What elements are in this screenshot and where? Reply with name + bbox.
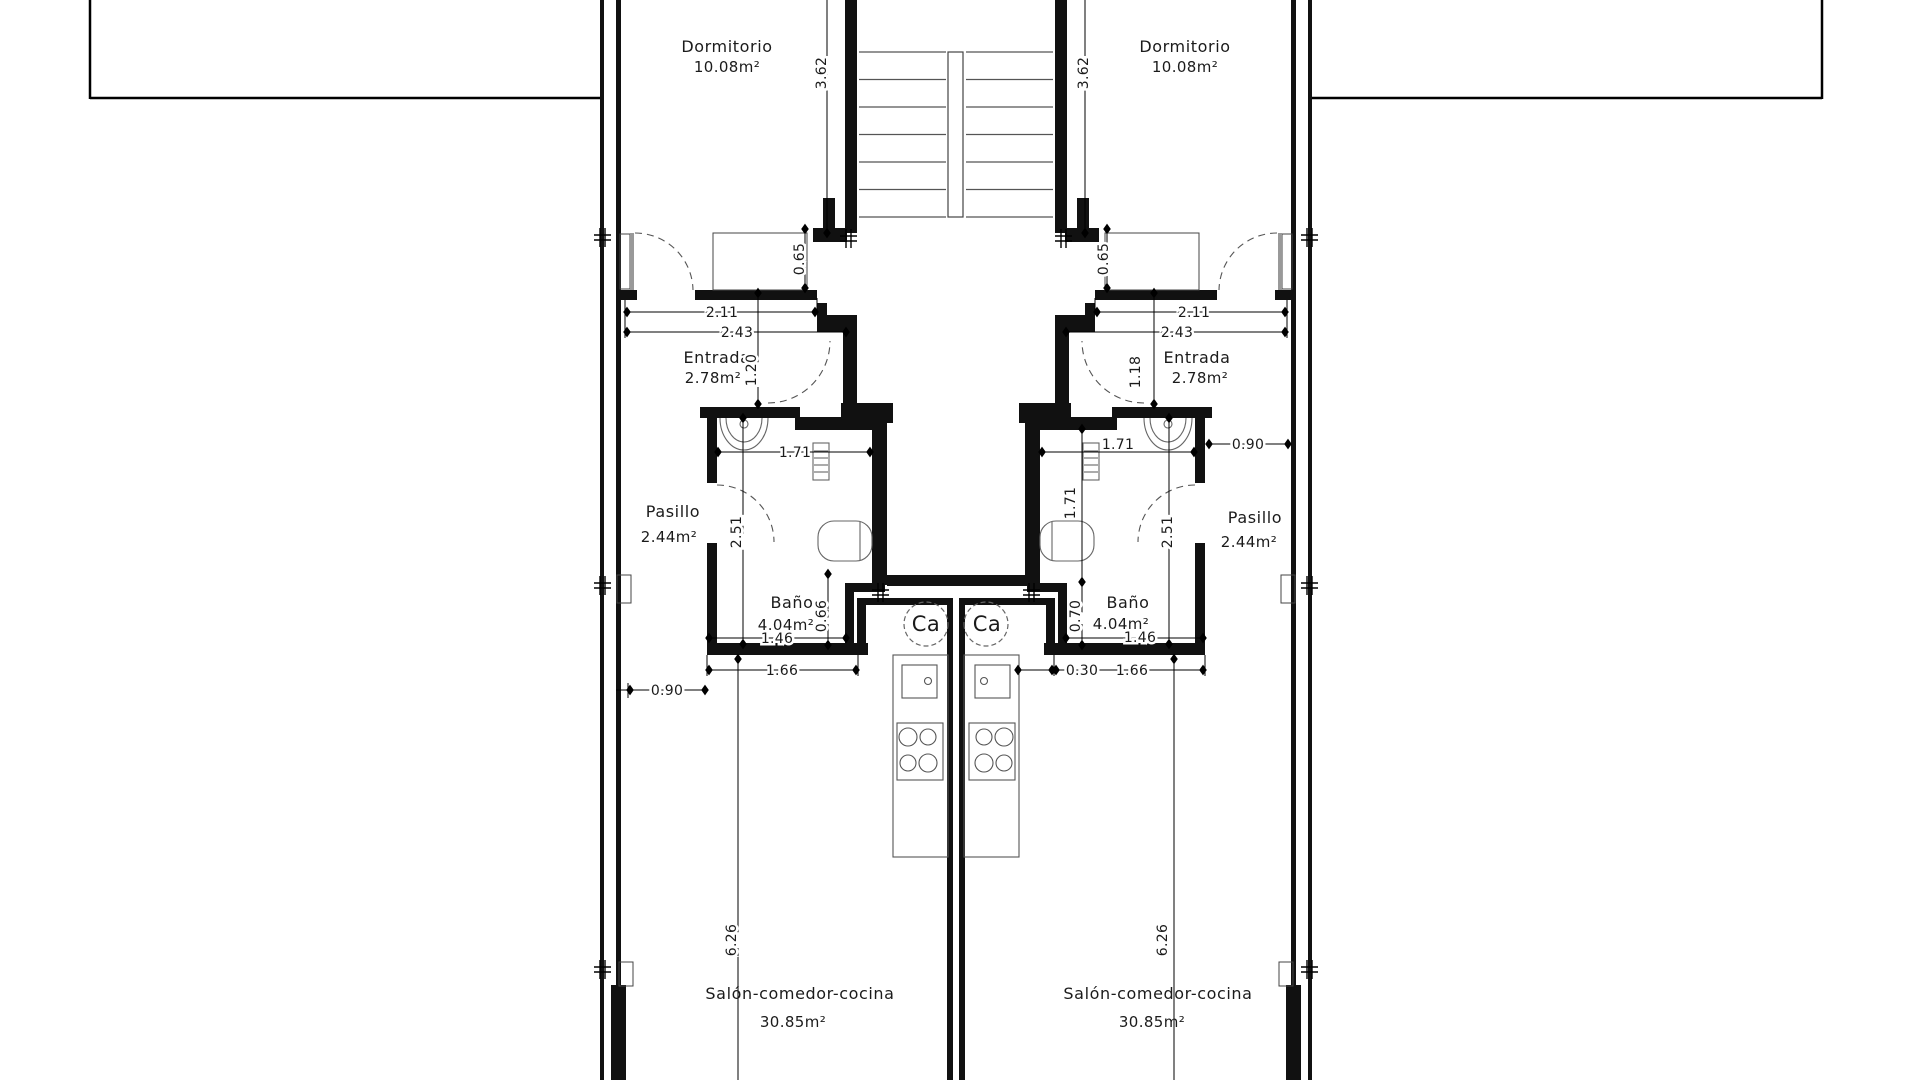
dim-6.26-right: 6.26: [1155, 923, 1171, 957]
dim-1.18-right: 1.18: [1128, 355, 1144, 389]
room-label-pasillo-left: Pasillo: [645, 502, 701, 521]
room-label-bano-left: Baño: [770, 593, 814, 612]
room-area-dormitorio-left: 10.08m²: [693, 58, 761, 76]
room-area-bano-right: 4.04m²: [1092, 615, 1150, 633]
dim-2.11-left: 2.11: [705, 305, 739, 321]
room-area-salon-right: 30.85m²: [1118, 1013, 1186, 1031]
room-area-salon-left: 30.85m²: [759, 1013, 827, 1031]
shaft-bottom-wall: [887, 575, 1027, 586]
dim-1.66-right: 1.66: [1115, 663, 1149, 679]
room-label-entrada-right: Entrada: [1163, 348, 1231, 367]
dim-1.46-left: 1.46: [760, 631, 794, 647]
room-area-pasillo-left: 2.44m²: [640, 528, 698, 546]
dim-3.62-left: 3.62: [814, 56, 830, 90]
stairwell-center: [887, 52, 1027, 586]
room-label-pasillo-right: Pasillo: [1227, 508, 1283, 527]
room-area-entrada-left: 2.78m²: [684, 369, 742, 387]
dim-2.43-left: 2.43: [720, 325, 754, 341]
left-unit-geometry: [90, 0, 953, 1080]
dim-0.70-right: 0.70: [1068, 599, 1084, 633]
dim-0.66-left: 0.66: [814, 599, 830, 633]
dim-1.66-left: 1.66: [765, 663, 799, 679]
dim-0.65-left: 0.65: [792, 242, 808, 276]
room-area-entrada-right: 2.78m²: [1171, 369, 1229, 387]
dim-2.51-left: 2.51: [729, 515, 745, 549]
room-area-dormitorio-right: 10.08m²: [1151, 58, 1219, 76]
room-label-dormitorio-right: Dormitorio: [1139, 37, 1231, 56]
room-area-bano-left: 4.04m²: [757, 616, 815, 634]
dim-3.62-right: 3.62: [1076, 56, 1092, 90]
dim-2.51-right: 2.51: [1160, 515, 1176, 549]
dim-1.71-right: 1.71: [1101, 437, 1135, 453]
stair-stringer: [948, 52, 963, 217]
room-label-dormitorio-left: Dormitorio: [681, 37, 773, 56]
right-unit-geometry: [959, 0, 1822, 1080]
room-label-entrada-left: Entrada: [683, 348, 751, 367]
dim-0.90-right: 0.90: [1231, 437, 1265, 453]
dim-2.43-right: 2.43: [1160, 325, 1194, 341]
room-area-pasillo-right: 2.44m²: [1220, 533, 1278, 551]
dim-1.71-left: 1.71: [778, 445, 812, 461]
dim-0.30-right: 0.30: [1065, 663, 1099, 679]
dim-1.71-vertical-right: 1.71: [1063, 486, 1079, 520]
room-label-salon-left: Salón-comedor-cocina: [705, 984, 895, 1003]
dim-0.65-right: 0.65: [1096, 242, 1112, 276]
boiler-label-left: Ca: [911, 612, 941, 636]
dim-6.26-left: 6.26: [724, 923, 740, 957]
dim-0.90-left: 0.90: [650, 683, 684, 699]
room-label-bano-right: Baño: [1106, 593, 1150, 612]
dim-2.11-right: 2.11: [1177, 305, 1211, 321]
room-label-salon-right: Salón-comedor-cocina: [1063, 984, 1253, 1003]
dim-1.46-right: 1.46: [1123, 630, 1157, 646]
dim-1.20-left: 1.20: [744, 353, 760, 387]
boiler-label-right: Ca: [972, 612, 1002, 636]
